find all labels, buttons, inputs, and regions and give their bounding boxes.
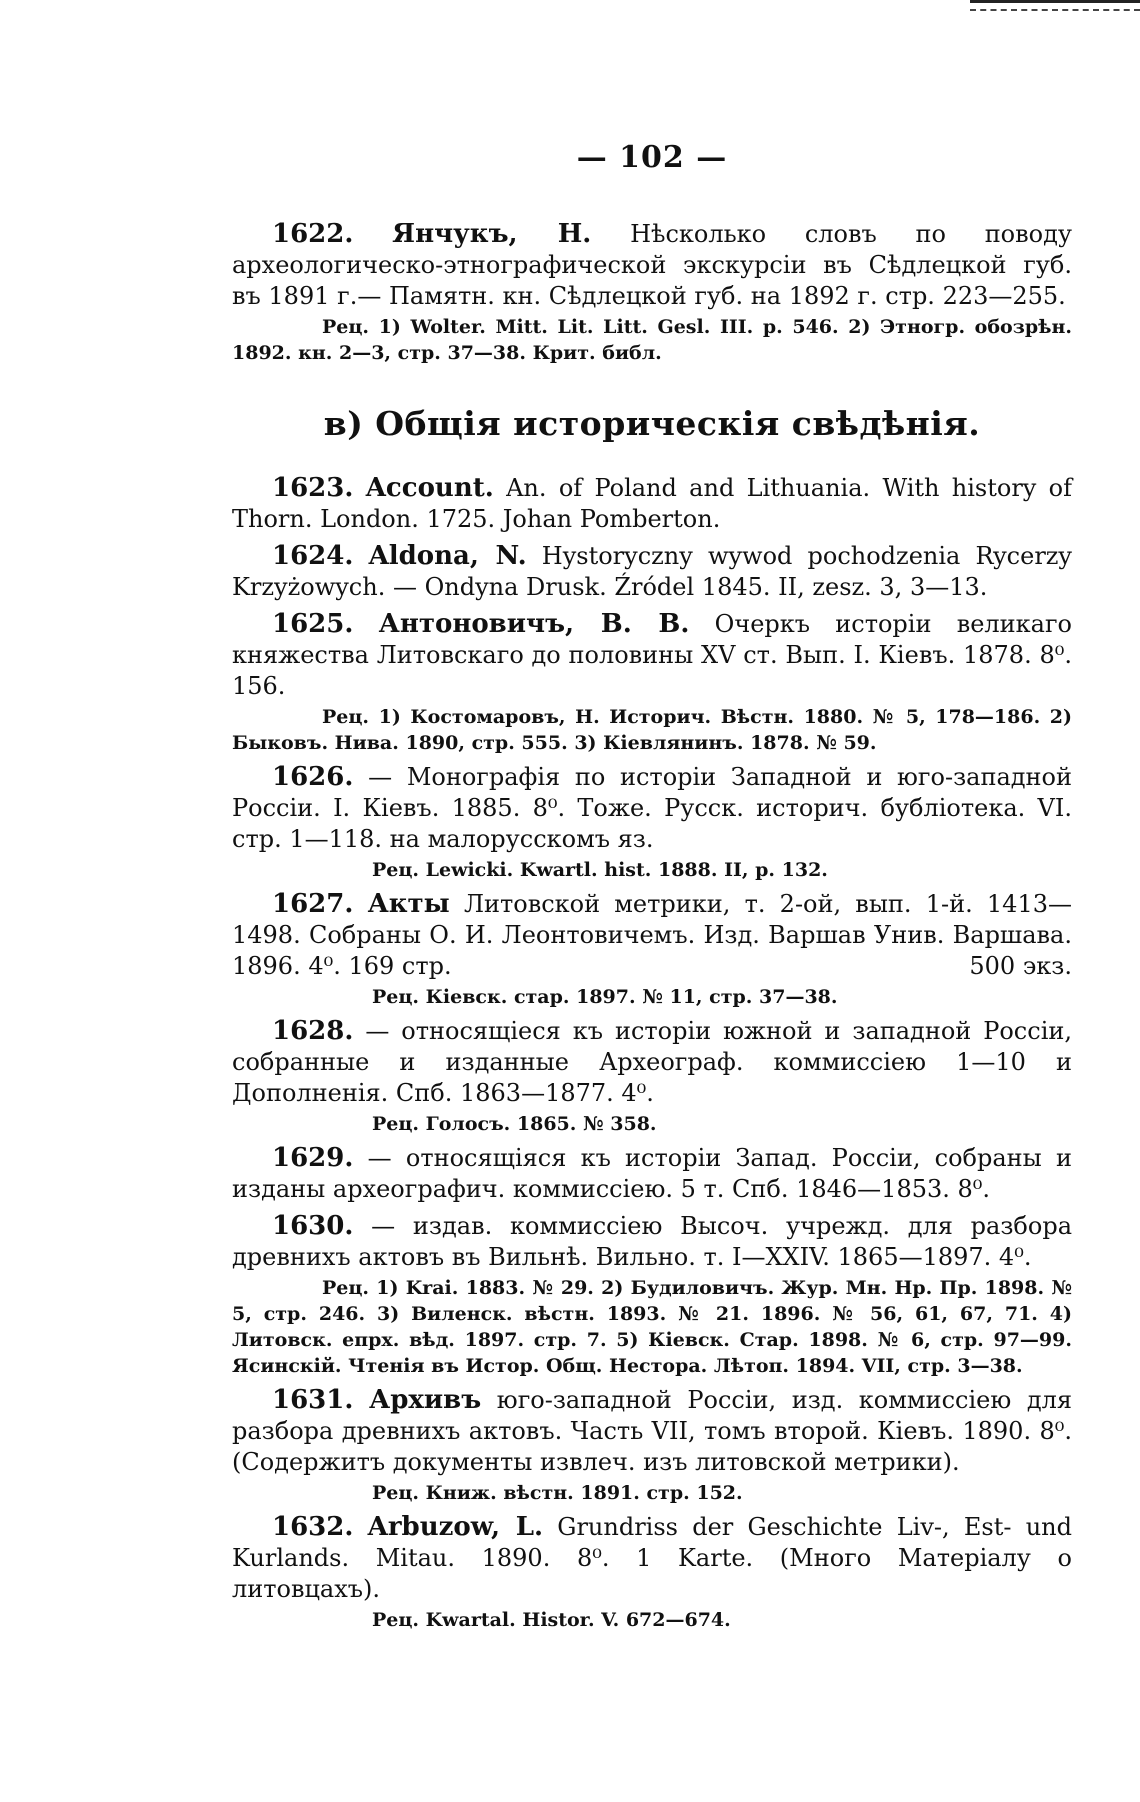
bibliography-entry [232,1385,1072,1506]
entry-number: 1623. [272,473,354,503]
page-number: — 102 — [576,140,728,175]
bibliography-entry [232,1512,1072,1633]
book-page [232,140,1072,1639]
entry-review: Рец. 1) Костомаровъ, Н. Историч. Вѣстн. 1880. № 5, 178—186. 2) Быковъ. Нива. 1890, стр. 555. 3) Кіевлянинъ. 1878. № 59. [232,706,1072,754]
entry-number: 1631. [272,1385,354,1415]
entry-description: Литовской метрики, т. 2-ой, вып. 1-й. 1413—1498. Собраны О. И. Леонтовичемъ. Изд. Варшав Унив. Варшава. 1896. 4⁰. 169 стр. [232,890,1072,980]
entry-number: 1630. [272,1211,354,1241]
entry-text [232,889,1072,982]
entry-description: — издав. коммиссіею Высоч. учрежд. для разбора древнихъ актовъ въ Вильнѣ. Вильно. т. I—XXIV. 1865—1897. 4⁰. [232,1212,1072,1271]
entry-description: Нѣсколько словъ по поводу археологическо-этнографической экскурсіи въ Сѣдлецкой губ. въ 1891 г.— Памятн. кн. Сѣдлецкой губ. на 1892 г. стр. 223—255. [232,220,1072,310]
entry-description: Grundriss der Geschichte Liv-, Est- und Kurlands. Mitau. 1890. 8⁰. 1 Karte. (Много Матеріалу о литовцахъ). [232,1513,1072,1603]
section-heading: в) Общія историческія свѣдѣнія. [323,404,981,443]
entry-author: Aldona, N. [368,541,527,571]
entry-author: Янчукъ, Н. [392,219,592,249]
entry-text [232,473,1072,535]
entry-text [232,1211,1072,1273]
entry-review: Рец. 1) Krai. 1883. № 29. 2) Будиловичъ. Жур. Мн. Нр. Пр. 1898. № 5, стр. 246. 3) Виленск. вѣстн. 1893. № 21. 1896. № 56, 61, 67, 71. 4) Литовск. епрх. вѣд. 1897. стр. 7. 5) Кіевск. Стар. 1898. № 6, стр. 97—99. Ясинскій. Чтенія въ Истор. Общ. Нестора. Лѣтоп. 1894. VII, стр. 3—38. [232,1277,1072,1377]
entry-review: Рец. Lewicki. Kwartl. hist. 1888. II, p. 132. [372,859,828,881]
entry-text [232,1512,1072,1605]
entry-number: 1628. [272,1016,354,1046]
bibliography-entry [232,541,1072,603]
entry-author: Arbuzow, L. [367,1512,544,1542]
entry-review: Рец. Kwartal. Histor. V. 672—674. [372,1609,731,1631]
entry-author: Акты [367,889,450,919]
entry-author: Антоновичъ, В. В. [378,609,690,639]
entry-number: 1629. [272,1143,354,1173]
entry-review: Рец. 1) Wolter. Mitt. Lit. Litt. Gesl. III. p. 546. 2) Этногр. обозрѣн. 1892. кн. 2—3, стр. 37—38. Крит. библ. [232,316,1072,364]
entry-number: 1626. [272,762,354,792]
bibliography-entry [232,219,1072,366]
entry-description: An. of Poland and Lithuania. With history of Thorn. London. 1725. Johan Pomberton. [232,474,1072,533]
entry-text [232,1385,1072,1478]
edge-rule-decoration [970,0,1140,11]
entry-number: 1627. [272,889,354,919]
entry-review: Рец. Книж. вѣстн. 1891. стр. 152. [372,1482,743,1504]
entry-description: Очеркъ исторіи великаго княжества Литовскаго до половины XV ст. Вып. I. Кіевъ. 1878. 8⁰. 156. [232,610,1072,700]
entry-number: 1632. [272,1512,354,1542]
bibliography-entry [232,609,1072,756]
entry-number: 1622. [272,219,354,249]
edition-count: 500 экз. [969,952,1072,980]
entry-text [232,541,1072,603]
entry-description: — относящіеся къ исторіи южной и западной Россіи, собранные и изданные Археограф. коммиссіею 1—10 и Дополненія. Спб. 1863—1877. 4⁰. [232,1017,1072,1107]
entry-text [232,1016,1072,1109]
entry-author: Архивъ [369,1385,482,1415]
entry-text [232,609,1072,702]
bibliography-entry [232,1143,1072,1205]
entry-review: Рец. Кіевск. стар. 1897. № 11, стр. 37—38. [372,986,838,1008]
entry-description: — относящіяся къ исторіи Запад. Россіи, собраны и изданы археографич. коммиссіею. 5 т. Спб. 1846—1853. 8⁰. [232,1144,1072,1203]
bibliography-entry [232,1211,1072,1379]
entry-review: Рец. Голосъ. 1865. № 358. [372,1113,657,1135]
entry-text [232,1143,1072,1205]
bibliography-entry [232,762,1072,883]
entry-author: Account. [365,473,494,503]
entry-text [232,762,1072,855]
entry-description: — Монографія по исторіи Западной и юго-западной Россіи. I. Кіевъ. 1885. 8⁰. Тоже. Русск. историч. бубліотека. VI. стр. 1—118. на малорусскомъ яз. [232,763,1072,853]
entry-description: Hystoryczny wywod pochodzenia Rycerzy Krzyżowych. — Ondyna Drusk. Źródel 1845. II, zesz. 3, 3—13. [232,542,1072,601]
entry-text [232,219,1072,312]
entry-description: юго-западной Россіи, изд. коммиссіею для разбора древнихъ актовъ. Часть VII, томъ второй. Кіевъ. 1890. 8⁰. (Содержитъ документы извлеч. изъ литовской метрики). [232,1386,1073,1476]
entry-number: 1624. [272,541,354,571]
bibliography-entry [232,473,1072,535]
bibliography-entry [232,889,1072,1010]
bibliography-entry [232,1016,1072,1137]
entry-number: 1625. [272,609,354,639]
